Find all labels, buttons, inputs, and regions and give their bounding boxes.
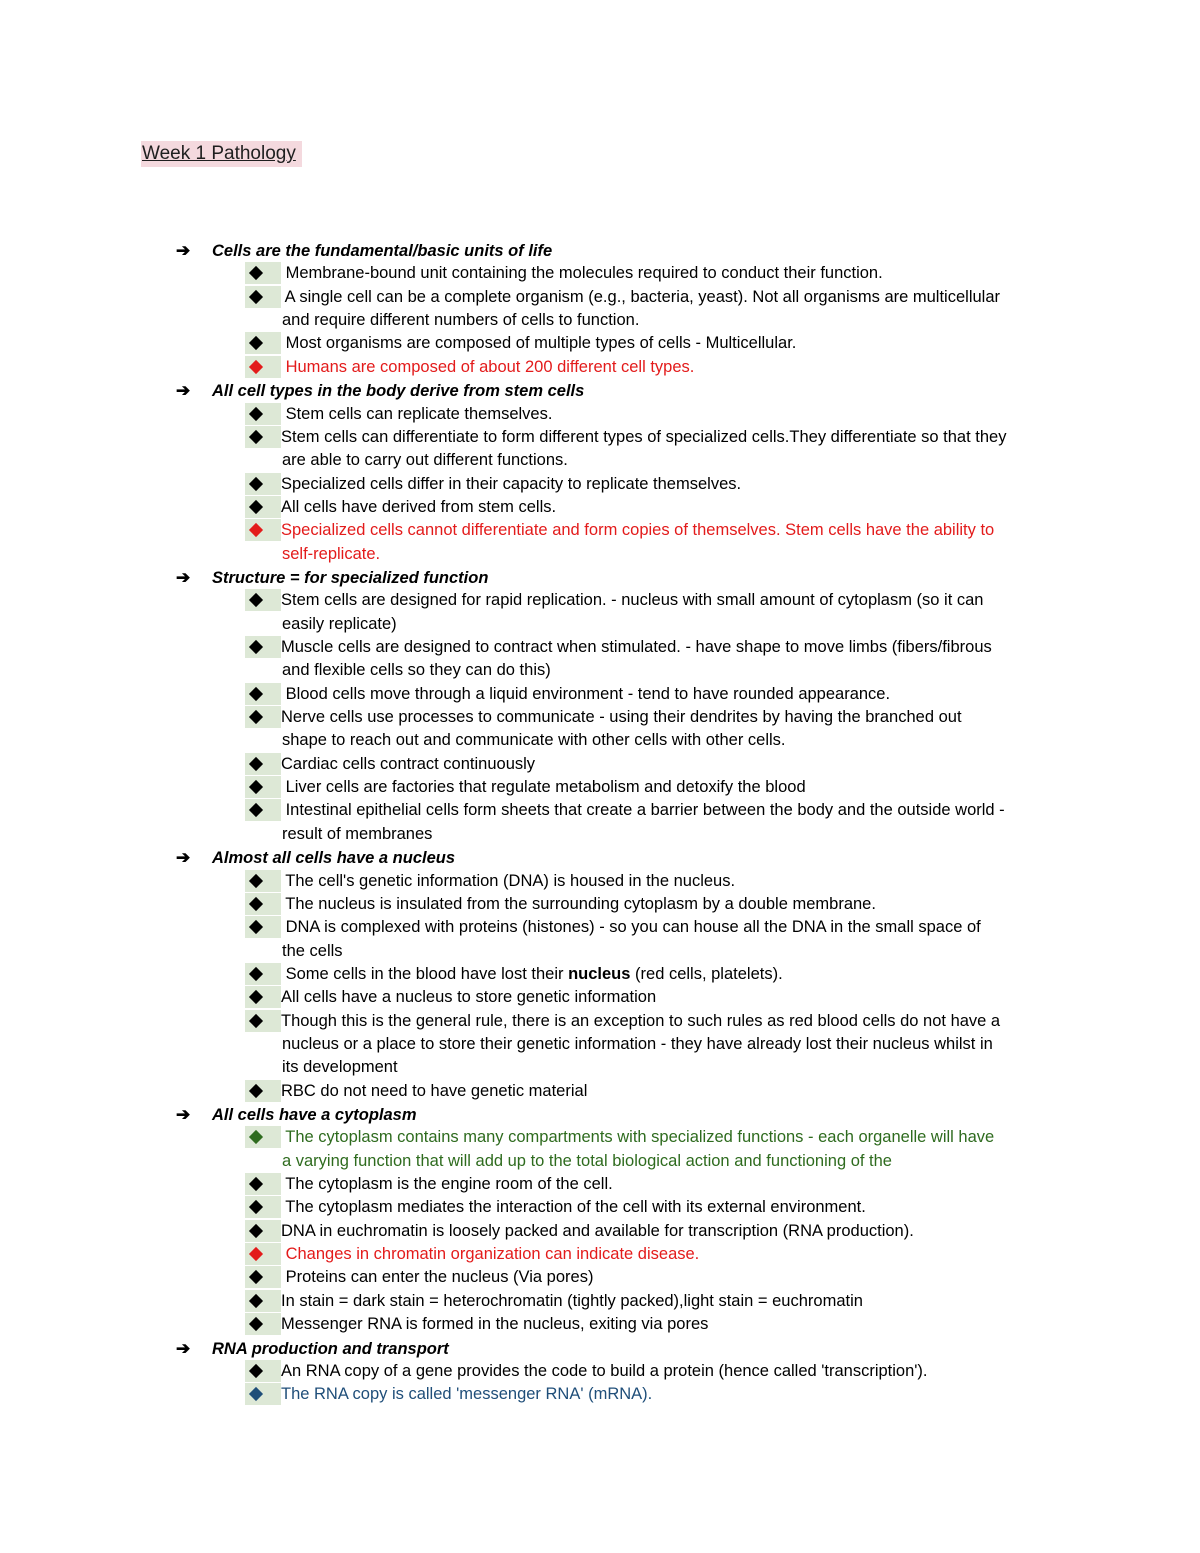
- diamond-bullet-icon: [245, 776, 281, 798]
- diamond-bullet-icon: [245, 1196, 281, 1218]
- bullet-continuation: [282, 449, 568, 472]
- bullet-text: DNA is complexed with proteins (histones) - so you can house all the DNA in the small space of: [281, 918, 981, 937]
- bullet-text: Blood cells move through a liquid environment - tend to have rounded appearance.: [281, 684, 891, 703]
- bullet-text: Changes in chromatin organization can indicate disease.: [281, 1245, 700, 1264]
- section-heading-text: Almost all cells have a nucleus: [212, 849, 456, 868]
- bullet-item: [245, 1383, 652, 1406]
- bullet-text: are able to carry out different functions.: [282, 451, 568, 470]
- bullet-continuation: [282, 1033, 993, 1056]
- diamond-bullet-icon: [245, 963, 281, 985]
- diamond-bullet-icon: [245, 870, 281, 892]
- bullet-text: the cells: [282, 941, 343, 960]
- diamond-bullet-icon: [245, 1360, 281, 1382]
- bullet-item: [245, 963, 783, 986]
- bullet-text: Humans are composed of about 200 different cell types.: [281, 357, 695, 376]
- diamond-bullet-icon: [245, 426, 281, 448]
- bullet-item: [245, 683, 890, 706]
- bullet-item: [245, 1266, 593, 1289]
- diamond-bullet-icon: [245, 262, 281, 284]
- bullet-text: nucleus or a place to store their genetic information - they have already lost their nucleus whilst in: [282, 1034, 993, 1053]
- section-heading: [176, 379, 584, 403]
- bullet-text: self-replicate.: [282, 544, 381, 563]
- bullet-text: All cells have a nucleus to store genetic information: [281, 988, 657, 1007]
- bullet-continuation: [282, 659, 551, 682]
- bullet-item: [245, 262, 883, 285]
- section-heading-text: All cell types in the body derive from stem cells: [212, 382, 585, 401]
- bullet-text: The cytoplasm is the engine room of the cell.: [281, 1175, 613, 1193]
- bullet-item: [245, 776, 806, 799]
- diamond-bullet-icon: [245, 1266, 281, 1288]
- diamond-bullet-icon: [245, 706, 281, 728]
- arrow-right-icon: ➔: [176, 1105, 191, 1124]
- bullet-text: Specialized cells differ in their capacity to replicate themselves.: [281, 474, 742, 493]
- bullet-text: A single cell can be a complete organism (e.g., bacteria, yeast). Not all organisms are multicellular: [281, 287, 1000, 306]
- bullet-text: Liver cells are factories that regulate metabolism and detoxify the blood: [281, 778, 806, 797]
- bullet-continuation: [282, 309, 639, 332]
- diamond-bullet-icon: [245, 1080, 281, 1102]
- arrow-right-icon: ➔: [176, 241, 191, 260]
- diamond-bullet-icon: [245, 1220, 281, 1242]
- diamond-bullet-icon: [245, 1173, 281, 1195]
- bullet-continuation: [282, 543, 380, 566]
- bullet-text: In stain = dark stain = heterochromatin (tightly packed),light stain = euchromatin: [281, 1291, 863, 1310]
- bullet-item: [245, 519, 994, 542]
- diamond-bullet-icon: [245, 332, 281, 354]
- bullet-text: The cell's genetic information (DNA) is housed in the nucleus.: [281, 871, 736, 890]
- bullet-text: its development: [282, 1058, 398, 1077]
- diamond-bullet-icon: [245, 1126, 281, 1148]
- section-heading-text: Structure = for specialized function: [212, 568, 489, 587]
- bullet-text: Nerve cells use processes to communicate - using their dendrites by having the branched out: [281, 708, 962, 726]
- bullet-item: [245, 1126, 994, 1149]
- bullet-continuation: [282, 823, 432, 846]
- bullet-item: [245, 1243, 699, 1266]
- bullet-text: Messenger RNA is formed in the nucleus, exiting via pores: [281, 1315, 709, 1334]
- bullet-item: [245, 1173, 613, 1196]
- diamond-bullet-icon: [245, 683, 281, 705]
- section-heading-text: RNA production and transport: [212, 1339, 449, 1358]
- bullet-continuation: [282, 1056, 398, 1079]
- bullet-text: An RNA copy of a gene provides the code to build a protein (hence called 'transcription').: [281, 1361, 928, 1380]
- arrow-right-icon: ➔: [176, 848, 191, 868]
- bullet-text: easily replicate): [282, 614, 397, 633]
- diamond-bullet-icon: [245, 1290, 281, 1312]
- bullet-item: [245, 1313, 708, 1336]
- bullet-item: [245, 1290, 863, 1313]
- bullet-item: [245, 403, 552, 426]
- bullet-text: The cytoplasm mediates the interaction of the cell with its external environment.: [281, 1198, 866, 1217]
- bullet-item: [245, 1220, 914, 1243]
- diamond-bullet-icon: [245, 753, 281, 775]
- diamond-bullet-icon: [245, 473, 281, 495]
- bullet-item: [245, 1196, 866, 1219]
- diamond-bullet-icon: [245, 799, 281, 821]
- bullet-continuation: [282, 940, 343, 963]
- bullet-item: [245, 753, 535, 776]
- bullet-text: Proteins can enter the nucleus (Via pores): [281, 1268, 594, 1287]
- bullet-text: Stem cells can replicate themselves.: [281, 404, 553, 423]
- bullet-text: The nucleus is insulated from the surrounding cytoplasm by a double membrane.: [281, 894, 876, 913]
- bullet-continuation: [282, 729, 786, 752]
- bullet-text: RBC do not need to have genetic material: [281, 1081, 588, 1100]
- bullet-item: [245, 1080, 587, 1103]
- bullet-item: [245, 1360, 928, 1383]
- arrow-right-icon: ➔: [176, 567, 191, 587]
- bullet-item: [245, 496, 556, 519]
- bullet-item: [245, 706, 962, 729]
- section-heading-text: Cells are the fundamental/basic units of life: [212, 242, 553, 260]
- bullet-item: [245, 916, 981, 939]
- diamond-bullet-icon: [245, 356, 281, 378]
- bullet-text: Muscle cells are designed to contract when stimulated. - have shape to move limbs (fibers/fibrous: [281, 638, 992, 656]
- diamond-bullet-icon: [245, 1383, 281, 1405]
- bullet-text: result of membranes: [282, 824, 433, 843]
- bullet-item: [245, 589, 983, 612]
- diamond-bullet-icon: [245, 403, 281, 425]
- bullet-text: The RNA copy is called 'messenger RNA' (mRNA).: [281, 1385, 653, 1404]
- bullet-text: Stem cells can differentiate to form different types of specialized cells.They differentiate so that they: [281, 427, 1007, 446]
- arrow-right-icon: ➔: [176, 1338, 191, 1358]
- bullet-text: Membrane-bound unit containing the molecules required to conduct their function.: [281, 264, 883, 283]
- bullet-item: [245, 893, 876, 916]
- bullet-item: [245, 332, 796, 355]
- bullet-item: [245, 286, 1000, 309]
- section-heading: [176, 239, 552, 263]
- section-heading: [176, 1103, 417, 1127]
- bullet-text: and flexible cells so they can do this): [282, 661, 551, 680]
- bullet-text: All cells have derived from stem cells.: [281, 497, 557, 516]
- bullet-item: [245, 986, 656, 1009]
- bullet-text: Cardiac cells contract continuously: [281, 754, 536, 773]
- diamond-bullet-icon: [245, 916, 281, 938]
- section-heading-text: All cells have a cytoplasm: [212, 1106, 417, 1124]
- bullet-text: Most organisms are composed of multiple types of cells - Multicellular.: [281, 334, 797, 353]
- bullet-text: and require different numbers of cells to function.: [282, 311, 640, 330]
- arrow-right-icon: ➔: [176, 381, 191, 401]
- bullet-text: The cytoplasm contains many compartments with specialized functions - each organelle will have: [281, 1128, 995, 1147]
- bullet-item: [245, 356, 694, 379]
- diamond-bullet-icon: [245, 1010, 281, 1032]
- section-heading: [176, 566, 488, 590]
- diamond-bullet-icon: [245, 1313, 281, 1335]
- bullet-continuation: [282, 613, 397, 636]
- page-title: Week 1 Pathology: [141, 141, 302, 167]
- diamond-bullet-icon: [245, 286, 281, 308]
- bullet-text: Specialized cells cannot differentiate and form copies of themselves. Stem cells have the ability to: [281, 521, 995, 540]
- diamond-bullet-icon: [245, 636, 281, 658]
- bullet-text: a varying function that will add up to the total biological action and functioning of the: [282, 1151, 892, 1170]
- diamond-bullet-icon: [245, 893, 281, 915]
- diamond-bullet-icon: [245, 589, 281, 611]
- bullet-item: [245, 799, 1005, 822]
- bullet-text: shape to reach out and communicate with other cells with other cells.: [282, 731, 786, 750]
- bullet-text: Though this is the general rule, there is an exception to such rules as red blood cells do not have a: [281, 1011, 1001, 1030]
- bullet-text-after: (red cells, platelets).: [630, 964, 783, 983]
- diamond-bullet-icon: [245, 1243, 281, 1265]
- diamond-bullet-icon: [245, 496, 281, 518]
- bullet-item: [245, 1010, 1000, 1033]
- bullet-item: [245, 870, 735, 893]
- bullet-item: [245, 426, 1006, 449]
- bullet-item: [245, 636, 992, 659]
- diamond-bullet-icon: [245, 519, 281, 541]
- diamond-bullet-icon: [245, 986, 281, 1008]
- section-heading: [176, 846, 455, 870]
- bullet-text: Some cells in the blood have lost their: [281, 964, 569, 983]
- bullet-item: [245, 473, 741, 496]
- bullet-text: Intestinal epithelial cells form sheets that create a barrier between the body and the outside world -: [281, 801, 1005, 820]
- bullet-continuation: [282, 1150, 892, 1173]
- bold-term: nucleus: [568, 964, 631, 983]
- bullet-text: Stem cells are designed for rapid replication. - nucleus with small amount of cytoplasm (so it can: [281, 591, 984, 610]
- section-heading: [176, 1337, 449, 1361]
- bullet-text: DNA in euchromatin is loosely packed and available for transcription (RNA production).: [281, 1221, 914, 1240]
